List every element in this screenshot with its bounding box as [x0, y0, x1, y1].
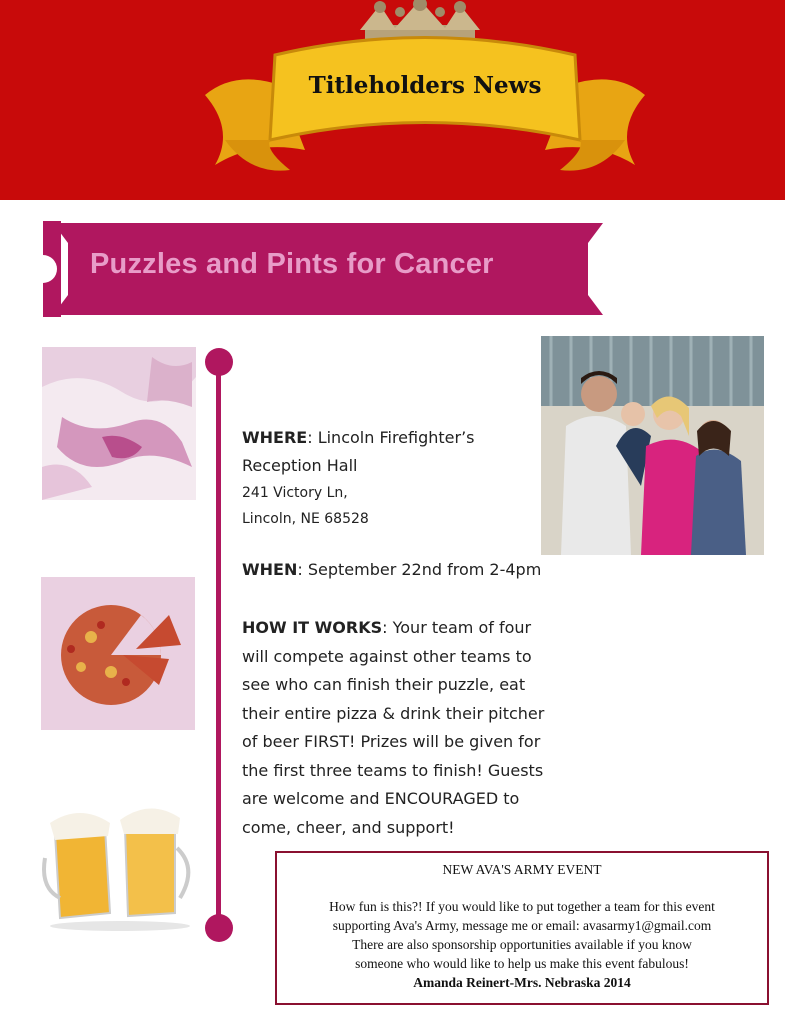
newsletter-title: Titleholders News [308, 72, 542, 99]
where-label: WHERE [242, 428, 308, 447]
where-value: : Lincoln Firefighter’s [307, 428, 475, 447]
timeline-dot-top [205, 348, 233, 376]
ava-army-notice [275, 851, 769, 1005]
how-line: their entire pizza & drink their pitcher [242, 703, 545, 723]
notice-line: How fun is this?! If you would like to put together a team for this event [329, 899, 715, 914]
event-details [242, 424, 582, 532]
where-line-2: Reception Hall [242, 456, 358, 475]
notice-heading: NEW AVA'S ARMY EVENT [442, 862, 602, 877]
puzzle-image [42, 347, 196, 500]
address-line-1: 241 Victory Ln, [242, 485, 348, 501]
timeline-line [216, 358, 221, 930]
crown-ribbon-logo [195, 0, 655, 200]
when-label: WHEN [242, 560, 298, 579]
how-line: come, cheer, and support! [242, 817, 455, 837]
how-line: see who can finish their puzzle, eat [242, 675, 526, 694]
how-line: the first three teams to finish! Guests [242, 760, 544, 780]
how-line: will compete against other teams to [242, 646, 532, 666]
when-value: : September 22nd from 2-4pm [297, 560, 542, 579]
how-line: HOW IT WORKS: Your team of four [242, 618, 532, 637]
address-line-2: Lincoln, NE 68528 [242, 511, 369, 527]
where-line [242, 424, 582, 452]
how-it-works [242, 614, 572, 842]
notice-signature: Amanda Reinert-Mrs. Nebraska 2014 [413, 975, 631, 990]
notice-line: There are also sponsorship opportunities available if you know [352, 937, 692, 952]
beer-mugs-image [40, 798, 200, 933]
event-title: Puzzles and Pints for Cancer [90, 248, 494, 280]
when-line [242, 556, 541, 584]
notice-line: supporting Ava's Army, message me or email: avasarmy1@gmail.com [332, 918, 712, 933]
how-line: are welcome and ENCOURAGED to [242, 789, 520, 808]
pizza-image [41, 577, 195, 730]
timeline-dot-bottom [205, 914, 233, 942]
how-line: of beer FIRST! Prizes will be given for [242, 732, 541, 751]
how-label: HOW IT WORKS [242, 618, 383, 637]
notice-body [277, 897, 767, 973]
notice-line: someone who would like to help us make this event fabulous! [355, 956, 689, 971]
